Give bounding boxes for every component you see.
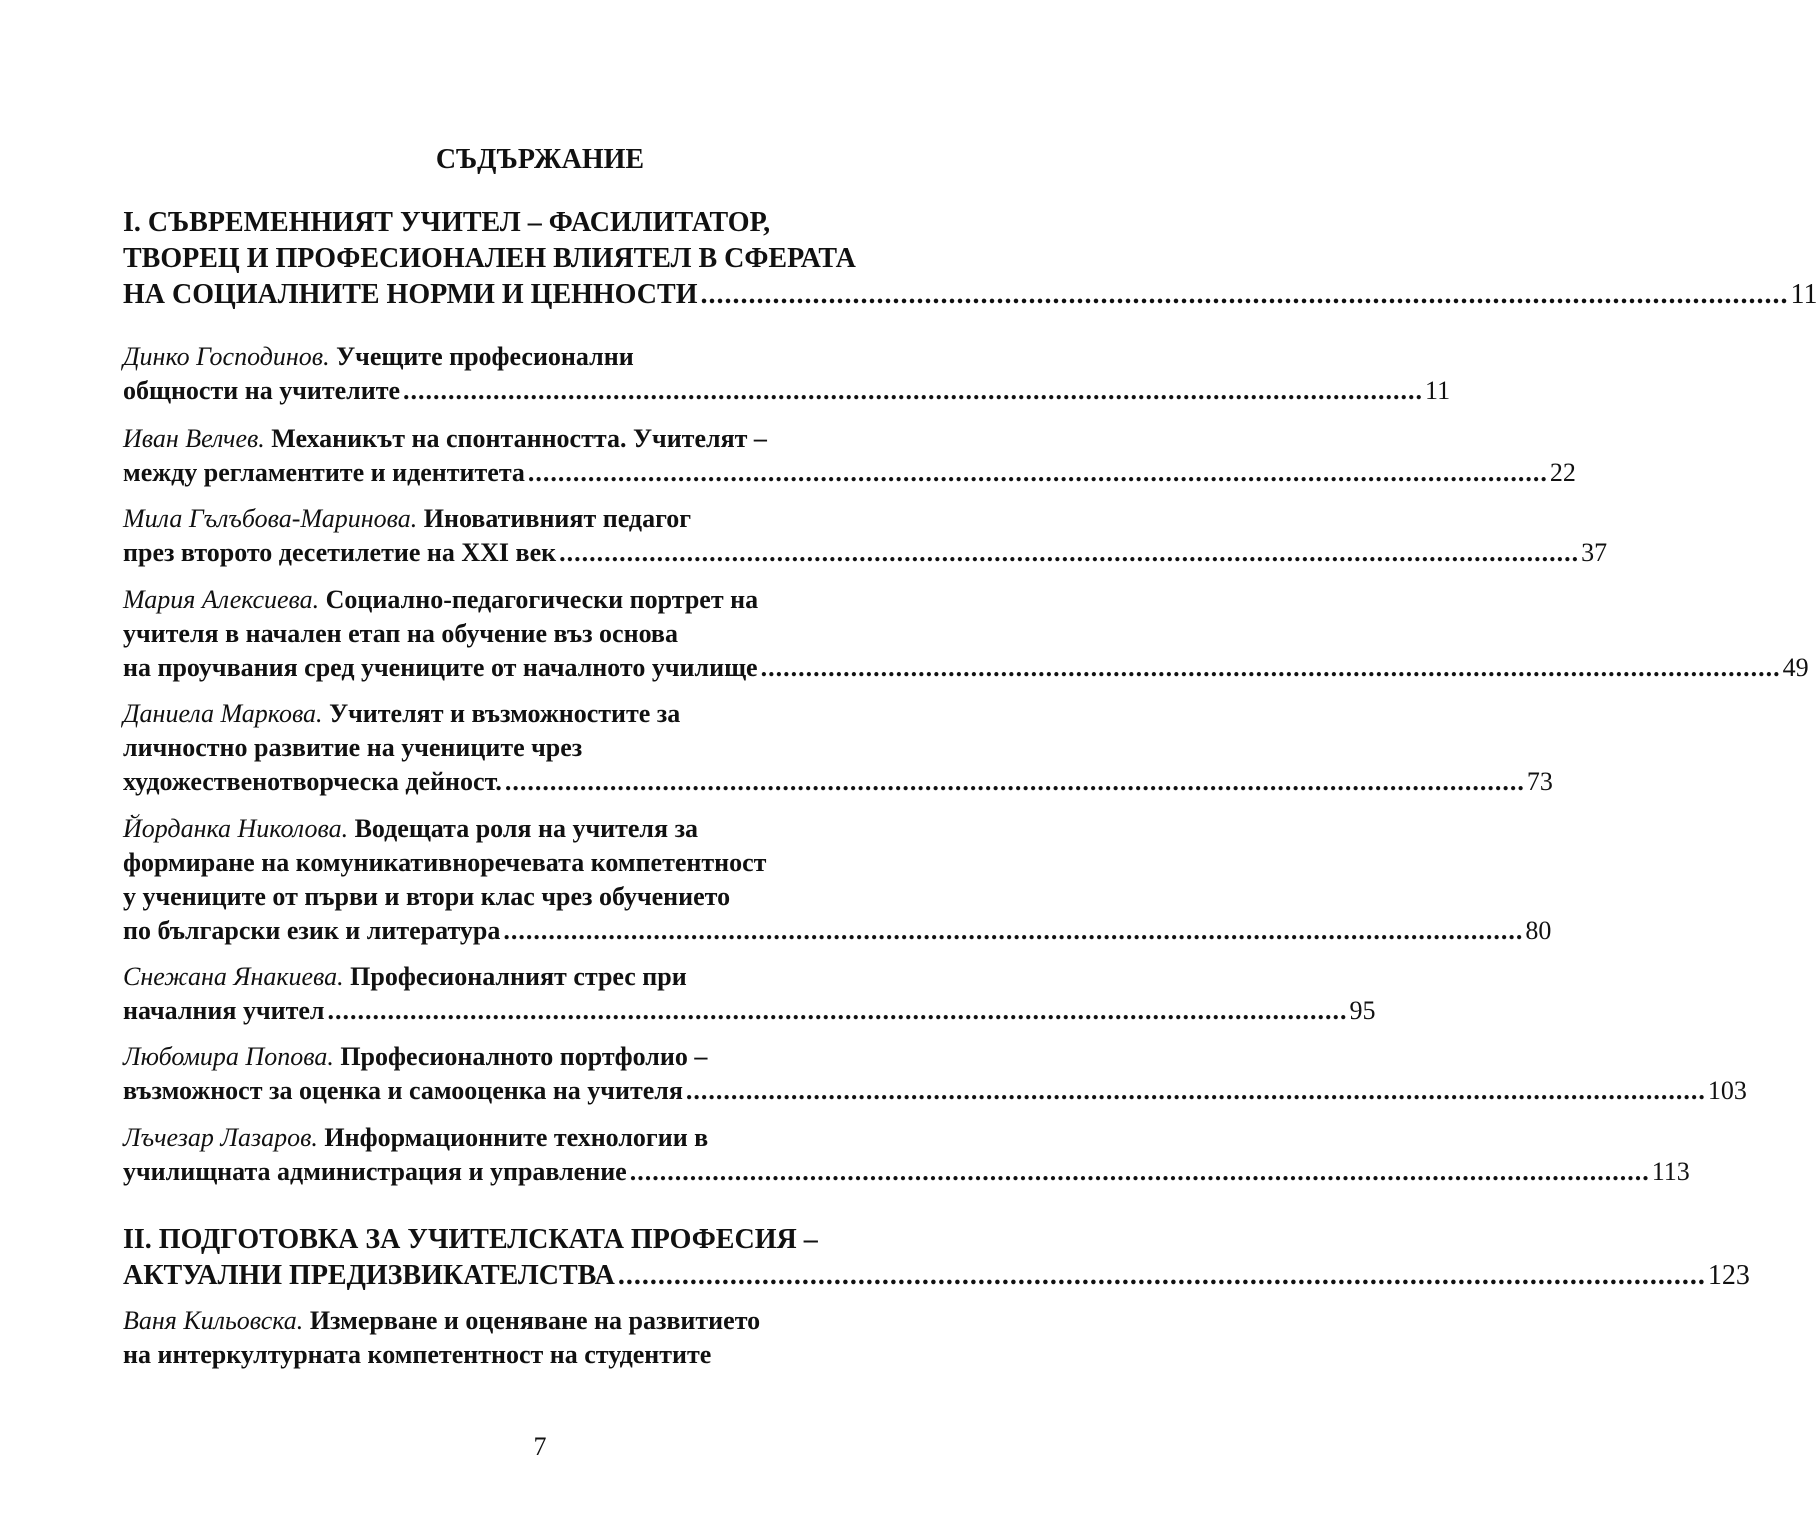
title-line: на проучвания сред учениците от началното училище xyxy=(123,653,758,682)
page-ref: 11 xyxy=(1425,376,1451,405)
page-ref: 80 xyxy=(1525,916,1552,945)
page-ref: 37 xyxy=(1581,538,1608,567)
title-line: художественотворческа дейност. xyxy=(123,767,502,796)
title-line: по български език и литература xyxy=(123,916,501,945)
dot-leader: ........................................................................................................................................ xyxy=(617,1260,1706,1291)
title-line: учителя в начален етап на обучение въз основа xyxy=(123,619,678,648)
dot-leader: ........................................................................................................................................ xyxy=(504,767,1525,796)
title-line: личностно развитие на учениците чрез xyxy=(123,733,583,762)
page-ref: 49 xyxy=(1782,653,1809,682)
title-line: началния учител xyxy=(123,996,325,1025)
author-name: Даниела Маркова. xyxy=(123,699,323,728)
page-ref: 113 xyxy=(1651,1157,1690,1186)
title-line: у учениците от първи и втори клас чрез обучението xyxy=(123,882,731,911)
dot-leader: ........................................................................................................................................ xyxy=(685,1076,1706,1105)
dot-leader: ........................................................................................................................................ xyxy=(700,279,1789,310)
toc-entry xyxy=(123,502,1608,570)
toc-entry xyxy=(123,583,1809,685)
author-name: Мила Гълъбова-Маринова. xyxy=(123,504,418,533)
section-leader-line xyxy=(123,277,1817,313)
title-line: Учещите професионални xyxy=(336,342,634,371)
section-line: I. СЪВРЕМЕННИЯТ УЧИТЕЛ – ФАСИЛИТАТОР, xyxy=(123,207,771,238)
title-line: Измерване и оценяване на развитието xyxy=(309,1306,761,1335)
author-name: Иван Велчев. xyxy=(123,424,265,453)
page-number: 7 xyxy=(533,1432,547,1461)
page-ref: 22 xyxy=(1549,458,1576,487)
section-heading xyxy=(123,1222,1750,1294)
author-name: Любомира Попова. xyxy=(123,1042,334,1071)
toc-entry xyxy=(123,1304,898,1372)
title-line: възможност за оценка и самооценка на учителя xyxy=(123,1076,683,1105)
title-line: Водещата роля на учителя за xyxy=(354,814,699,843)
toc-entry xyxy=(123,1121,1690,1189)
dot-leader: ........................................................................................................................................ xyxy=(503,916,1524,945)
title-line: Информационните технологии в xyxy=(324,1123,709,1152)
toc-entry xyxy=(123,812,1552,948)
title-line: през второто десетилетие на XXI век xyxy=(123,538,557,567)
toc-entry xyxy=(123,1040,1747,1108)
title-line: Професионалният стрес при xyxy=(350,962,687,991)
dot-leader: ........................................................................................................................................ xyxy=(403,376,1424,405)
title-line: общности на учителите xyxy=(123,376,401,405)
section-heading xyxy=(123,205,1817,313)
dot-leader: ........................................................................................................................................ xyxy=(559,538,1580,567)
author-name: Ваня Кильовска. xyxy=(123,1306,304,1335)
section-line: НА СОЦИАЛНИТЕ НОРМИ И ЦЕННОСТИ xyxy=(123,279,698,310)
toc-entry xyxy=(123,340,1451,408)
author-name: Мария Алексиева. xyxy=(123,585,320,614)
page-ref: 73 xyxy=(1526,767,1553,796)
title-line: Механикът на спонтанността. Учителят – xyxy=(271,424,767,453)
toc-entry xyxy=(123,422,1576,490)
title-line: Учителят и възможностите за xyxy=(329,699,681,728)
section-line: II. ПОДГОТОВКА ЗА УЧИТЕЛСКАТА ПРОФЕСИЯ – xyxy=(123,1224,818,1255)
dot-leader: ........................................................................................................................................ xyxy=(629,1157,1650,1186)
author-name: Снежана Янакиева. xyxy=(123,962,344,991)
page-ref: 103 xyxy=(1707,1076,1747,1105)
author-name: Лъчезар Лазаров. xyxy=(123,1123,318,1152)
page-ref: 123 xyxy=(1707,1260,1750,1291)
title-line: между регламентите и идентитета xyxy=(123,458,525,487)
title-line: Социално-педагогически портрет на xyxy=(325,585,759,614)
page-title: СЪДЪРЖАНИЕ xyxy=(435,144,645,175)
author-name: Динко Господинов. xyxy=(123,342,330,371)
title-line: формиране на комуникативноречевата компетентност xyxy=(123,848,767,877)
section-line: ТВОРЕЦ И ПРОФЕСИОНАЛЕН ВЛИЯТЕЛ В СФЕРАТА xyxy=(123,243,856,274)
section-leader-line xyxy=(123,1258,1750,1294)
title-line: Професионалното портфолио – xyxy=(340,1042,708,1071)
page-ref: 11 xyxy=(1790,279,1817,310)
toc-entry xyxy=(123,960,1376,1028)
page-ref: 95 xyxy=(1349,996,1376,1025)
toc-entry xyxy=(123,697,1553,799)
author-name: Йорданка Николова. xyxy=(123,814,349,843)
dot-leader: ........................................................................................................................................ xyxy=(327,996,1348,1025)
title-line: на интеркултурната компетентност на студентите xyxy=(123,1340,712,1369)
section-line: АКТУАЛНИ ПРЕДИЗВИКАТЕЛСТВА xyxy=(123,1260,615,1291)
dot-leader: ........................................................................................................................................ xyxy=(527,458,1548,487)
title-line: Иновативният педагог xyxy=(423,504,692,533)
title-line: училищната администрация и управление xyxy=(123,1157,627,1186)
dot-leader: ........................................................................................................................................ xyxy=(760,653,1781,682)
